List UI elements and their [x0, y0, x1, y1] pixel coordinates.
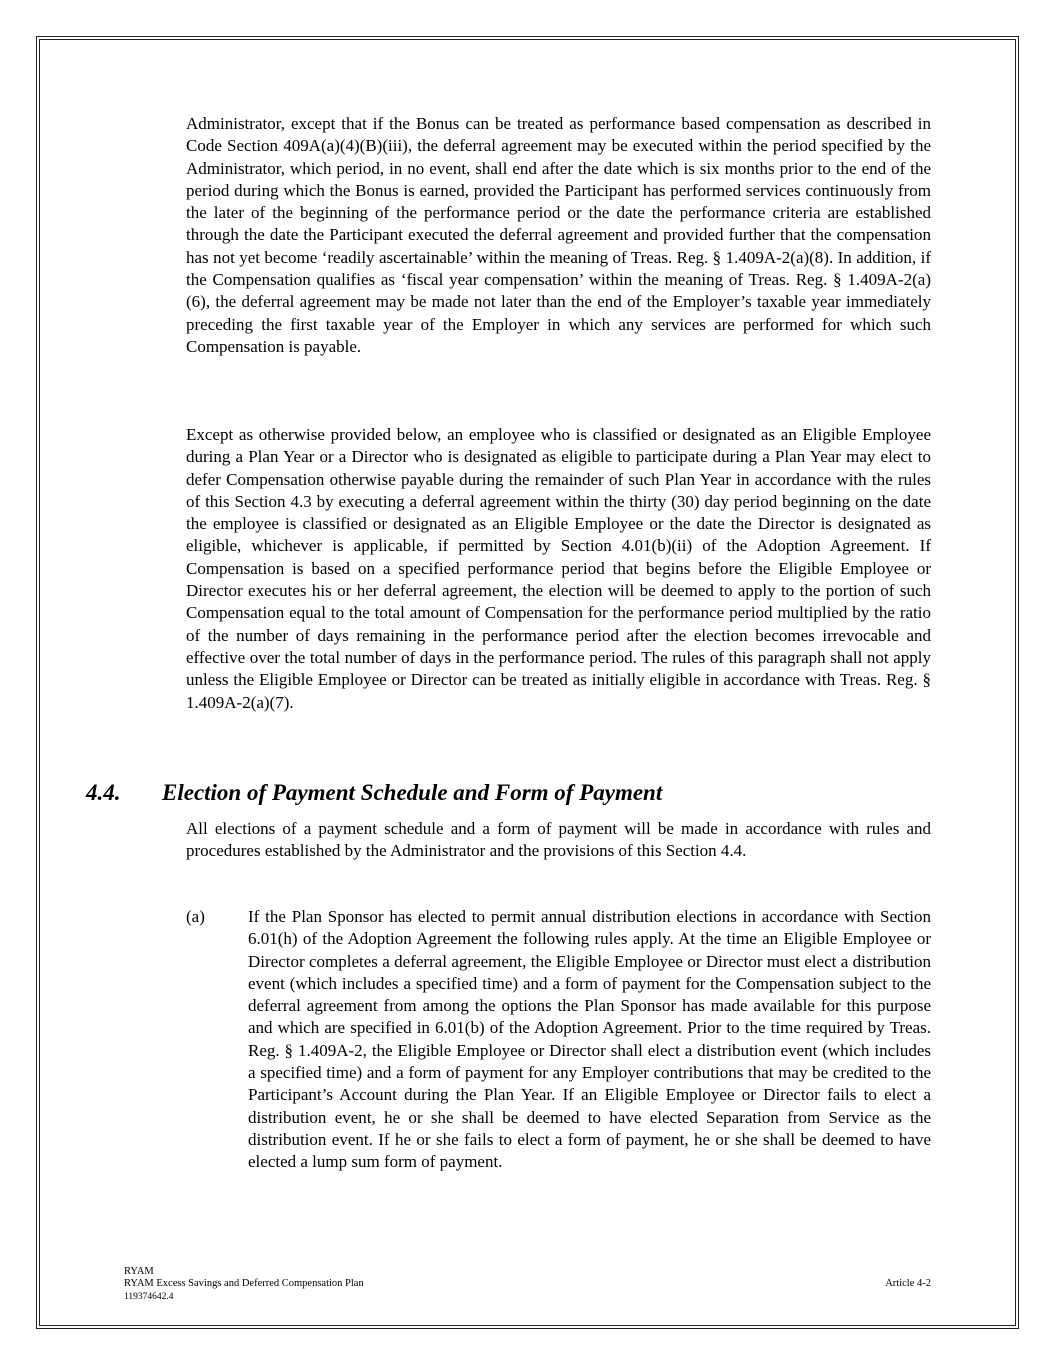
paragraph-section-intro: All elections of a payment schedule and a form of payment will be made in accordance with rules and procedures established by the Administrator and the provisions of this Section 4.4. [186, 819, 931, 861]
footer-plan-name: RYAM Excess Savings and Deferred Compensation Plan [124, 1278, 364, 1289]
list-item-text: If the Plan Sponsor has elected to permit annual distribution elections in accordance with Section 6.01(h) of the Adoption Agreement the following rules apply. At the time an Eligible Employee or Director completes a deferral agreement, the Eligible Employee or Director must elect a distribution event (which includes a specified time) and a form of payment for the Compensation subject to the deferral agreement from among the options the Plan Sponsor has made available for this purpose and which are specified in 6.01(b) of the Adoption Agreement. Prior to the time required by Treas. Reg. § 1.409A-2, the Eligible Employee or Director shall elect a distribution event (which includes a specified time) and a form of payment for any Employer contributions that may be credited to the Participant’s Account during the Plan Year. If an Eligible Employee or Director fails to elect a distribution event, he or she shall be deemed to have elected Separation from Service as the distribution event. If he or she fails to elect a form of payment, he or she shall be deemed to have elected a lump sum form of payment. [248, 907, 931, 1172]
footer-doc-id: 119374642.4 [124, 1292, 174, 1302]
section-heading [86, 778, 662, 808]
list-item-label: (a) [186, 907, 205, 926]
section-title: Election of Payment Schedule and Form of Payment [162, 780, 663, 805]
footer-company: RYAM [124, 1266, 154, 1277]
paragraph-bonus-deferral: Administrator, except that if the Bonus can be treated as performance based compensation as described in Code Section 409A(a)(4)(B)(iii), the deferral agreement may be executed within the period specified by the Administrator, which period, in no event, shall end after the date which is six months prior to the end of the period during which the Bonus is earned, provided the Participant has performed services continuously from the later of the beginning of the performance period or the date the performance criteria are established through the date the Participant executed the deferral agreement and provided further that the compensation has not yet become ‘readily ascertainable’ within the meaning of Treas. Reg. § 1.409A-2(a)(8). In addition, if the Compensation qualifies as ‘fiscal year compensation’ within the meaning of Treas. Reg. § 1.409A-2(a)(6), the deferral agreement may be made not later than the end of the Employer’s taxable year immediately preceding the first taxable year of the Employer in which any services are performed for which such Compensation is payable. [186, 114, 931, 356]
paragraph-newly-eligible: Except as otherwise provided below, an employee who is classified or designated as an Eligible Employee during a Plan Year or a Director who is designated as eligible to participate during a Plan Year may elect to defer Compensation otherwise payable during the remainder of such Plan Year in accordance with the rules of this Section 4.3 by executing a deferral agreement within the thirty (30) day period beginning on the date the employee is classified or designated as an Eligible Employee or the date the Director is designated as eligible, whichever is applicable, if permitted by Section 4.01(b)(ii) of the Adoption Agreement. If Compensation is based on a specified performance period that begins before the Eligible Employee or Director executes his or her deferral agreement, the election will be deemed to apply to the portion of such Compensation equal to the total amount of Compensation for the performance period multiplied by the ratio of the number of days remaining in the performance period after the election becomes irrevocable and effective over the total number of days in the performance period. The rules of this paragraph shall not apply unless the Eligible Employee or Director can be treated as initially eligible in accordance with Treas. Reg. § 1.409A-2(a)(7). [186, 425, 931, 712]
section-number: 4.4. [86, 780, 121, 805]
footer-page-label: Article 4-2 [885, 1278, 931, 1289]
